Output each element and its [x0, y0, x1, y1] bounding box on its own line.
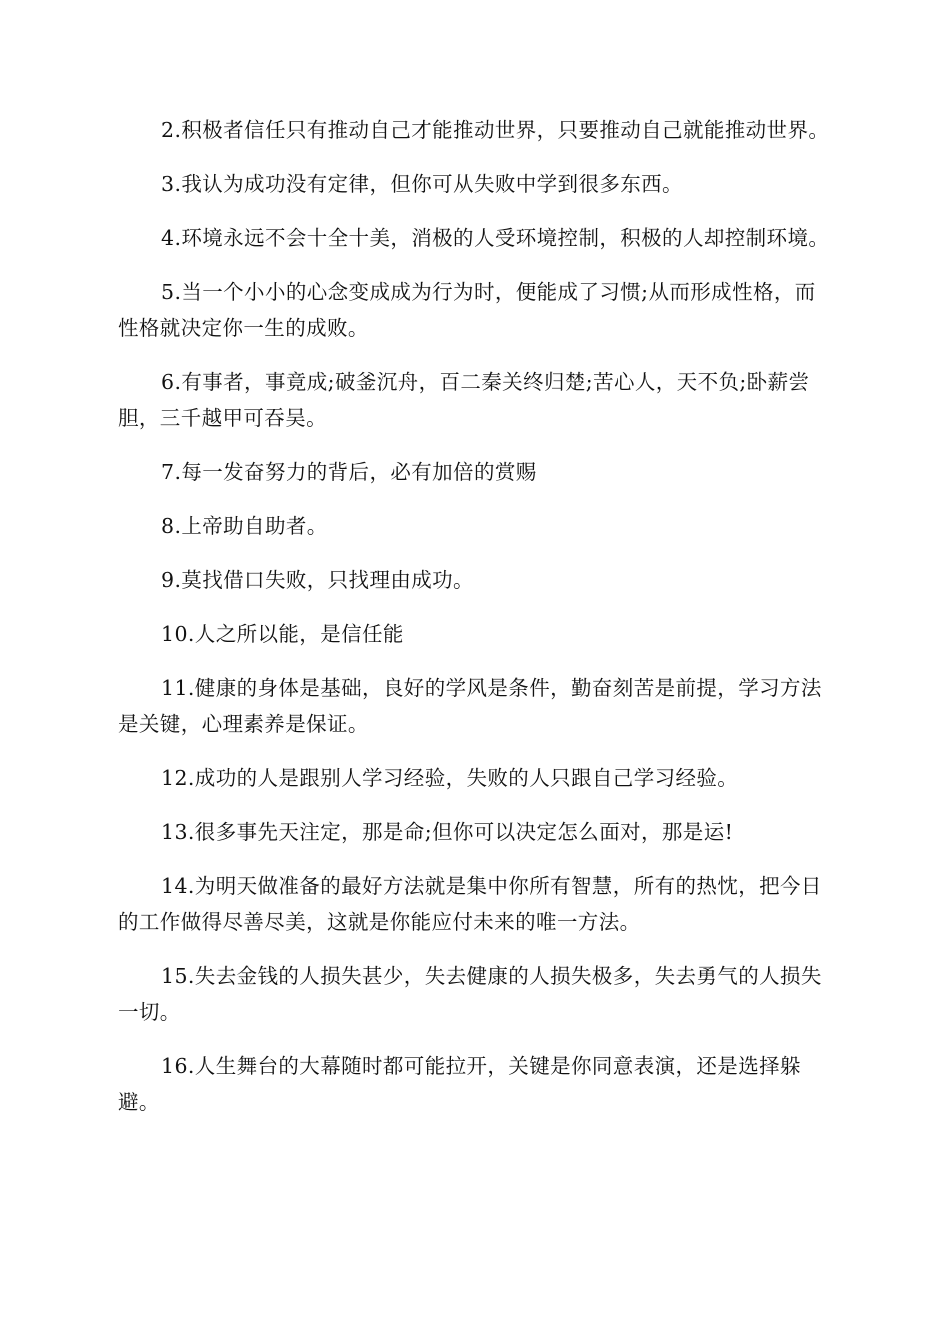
paragraph-4: 4.环境永远不会十全十美，消极的人受环境控制，积极的人却控制环境。 — [161, 226, 830, 250]
paragraph-14: 14.为明天做准备的最好方法就是集中你所有智慧，所有的热忱，把今日的工作做得尽善尽美，这就是你能应付未来的唯一方法。 — [118, 874, 822, 934]
paragraph-13: 13.很多事先天注定，那是命;但你可以决定怎么面对，那是运! — [161, 820, 734, 844]
paragraph-11: 11.健康的身体是基础，良好的学风是条件，勤奋刻苦是前提，学习方法是关键，心理素养是保证。 — [118, 676, 822, 736]
paragraph-7: 7.每一发奋努力的背后，必有加倍的赏赐 — [161, 460, 537, 484]
paragraph-5: 5.当一个小小的心念变成成为行为时，便能成了习惯;从而形成性格，而性格就决定你一生的成败。 — [118, 280, 816, 340]
paragraph-10: 10.人之所以能，是信任能 — [161, 622, 404, 646]
document-body — [118, 112, 834, 1138]
paragraph-9: 9.莫找借口失败，只找理由成功。 — [161, 568, 474, 592]
paragraph-15: 15.失去金钱的人损失甚少，失去健康的人损失极多，失去勇气的人损失一切。 — [118, 964, 822, 1024]
paragraph-8: 8.上帝助自助者。 — [161, 514, 328, 538]
paragraph-16: 16.人生舞台的大幕随时都可能拉开，关键是你同意表演，还是选择躲避。 — [118, 1054, 801, 1114]
paragraph-12: 12.成功的人是跟别人学习经验，失败的人只跟自己学习经验。 — [161, 766, 739, 790]
paragraph-3: 3.我认为成功没有定律，但你可从失败中学到很多东西。 — [161, 172, 683, 196]
paragraph-6: 6.有事者，事竟成;破釜沉舟，百二秦关终归楚;苦心人，天不负;卧薪尝胆，三千越甲可吞吴。 — [118, 370, 810, 430]
paragraph-2: 2.积极者信任只有推动自己才能推动世界，只要推动自己就能推动世界。 — [161, 118, 830, 142]
